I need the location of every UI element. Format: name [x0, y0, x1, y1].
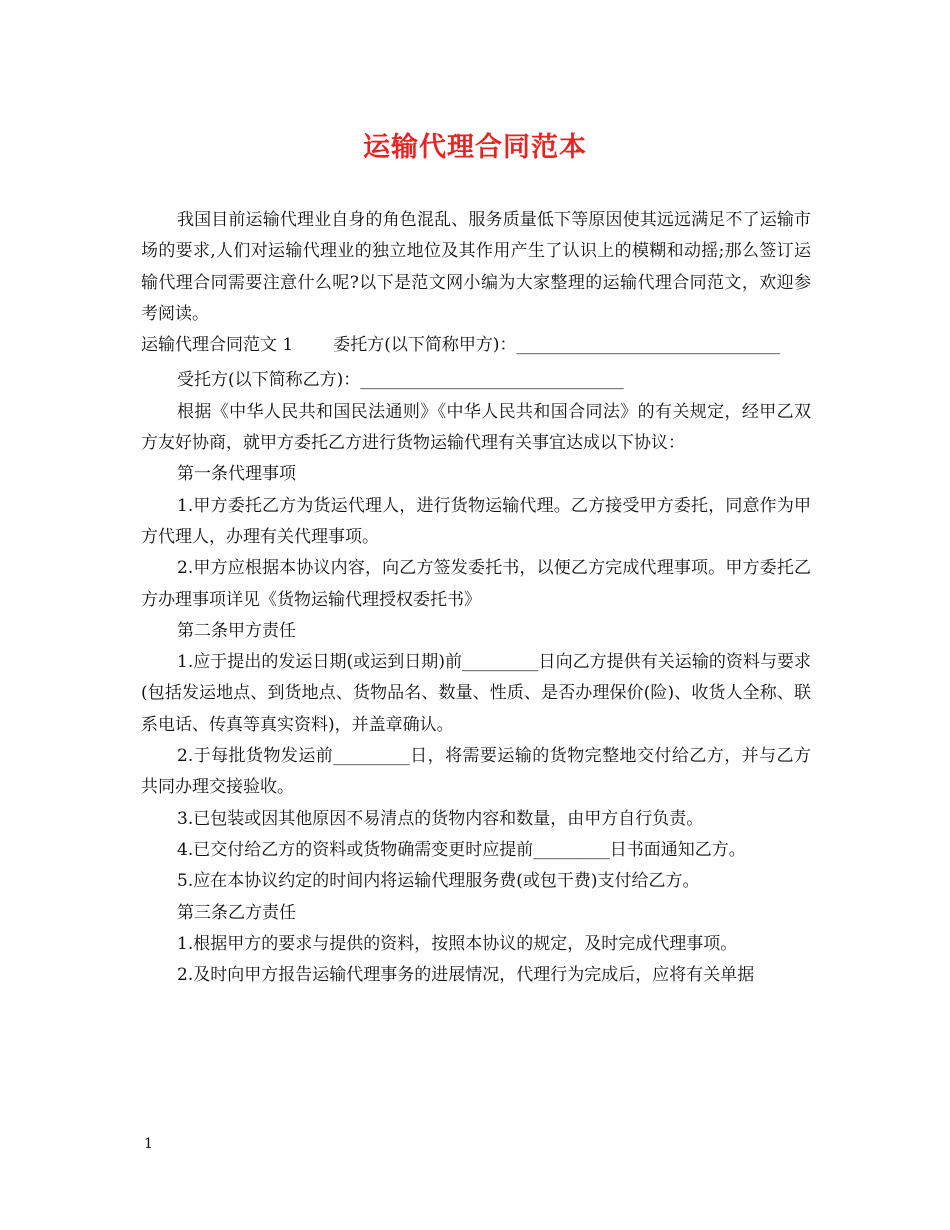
article1-item2: 2.甲方应根据本协议内容，向乙方签发委托书，以便乙方完成代理事项。甲方委托乙方办理事项详见《货物运输代理授权委托书》: [141, 558, 811, 610]
article1-heading: 第一条代理事项: [177, 464, 296, 485]
basis-paragraph: 根据《中华人民共和国民法通则》《中华人民共和国合同法》的有关规定，经甲乙双方友好协商，就甲方委托乙方进行货物运输代理有关事宜达成以下协议：: [141, 401, 811, 454]
party-a-line: [141, 330, 811, 361]
document-body: [141, 205, 811, 991]
article1-item1: 1.甲方委托乙方为货运代理人，进行货物运输代理。乙方接受甲方委托，同意作为甲方代理人，办理有关代理事项。: [141, 495, 811, 547]
article3-item2: 2.及时向甲方报告运输代理事务的进展情况，代理行为完成后，应将有关单据: [177, 965, 755, 986]
article2-item4: 4.已交付给乙方的资料或货物确需变更时应提前_________日书面通知乙方。: [177, 839, 746, 860]
page-number: 1: [144, 1136, 153, 1152]
party-b-line: 受托方(以下简称乙方)：_______________________________: [177, 370, 624, 391]
article2-item5: 5.应在本协议约定的时间内将运输代理服务费(或包干费)支付给乙方。: [177, 871, 700, 892]
article2-item2: 2.于每批货物发运前_________日，将需要运输的货物完整地交付给乙方，并与乙方共同办理交接验收。: [141, 746, 811, 798]
article3-item1: 1.根据甲方的要求与提供的资料，按照本协议的规定，及时完成代理事项。: [177, 933, 738, 954]
document-title: 运输代理合同范本: [363, 132, 587, 163]
article3-heading: 第三条乙方责任: [177, 902, 296, 923]
intro-paragraph: 我国目前运输代理业自身的角色混乱、服务质量低下等原因使其远远满足不了运输市场的要求,人们对运输代理业的独立地位及其作用产生了认识上的模糊和动摇;那么签订运输代理合同需要注意什么呢?以下是范文网小编为大家整理的运输代理合同范文，欢迎参考阅读。: [141, 210, 811, 324]
article2-item1: 1.应于提出的发运日期(或运到日期)前_________日向乙方提供有关运输的资料与要求(包括发运地点、到货地点、货物品名、数量、性质、是否办理保价(险)、收货人全称、联系电话、传真等真实资料)，并盖章确认。: [141, 652, 811, 735]
sample-heading: 运输代理合同范文 1: [141, 335, 294, 356]
article2-heading: 第二条甲方责任: [177, 620, 296, 641]
party-a-field: 委托方(以下简称甲方)：_______________________________: [333, 335, 780, 356]
article2-item3: 3.已包装或因其他原因不易清点的货物内容和数量，由甲方自行负责。: [177, 808, 704, 829]
